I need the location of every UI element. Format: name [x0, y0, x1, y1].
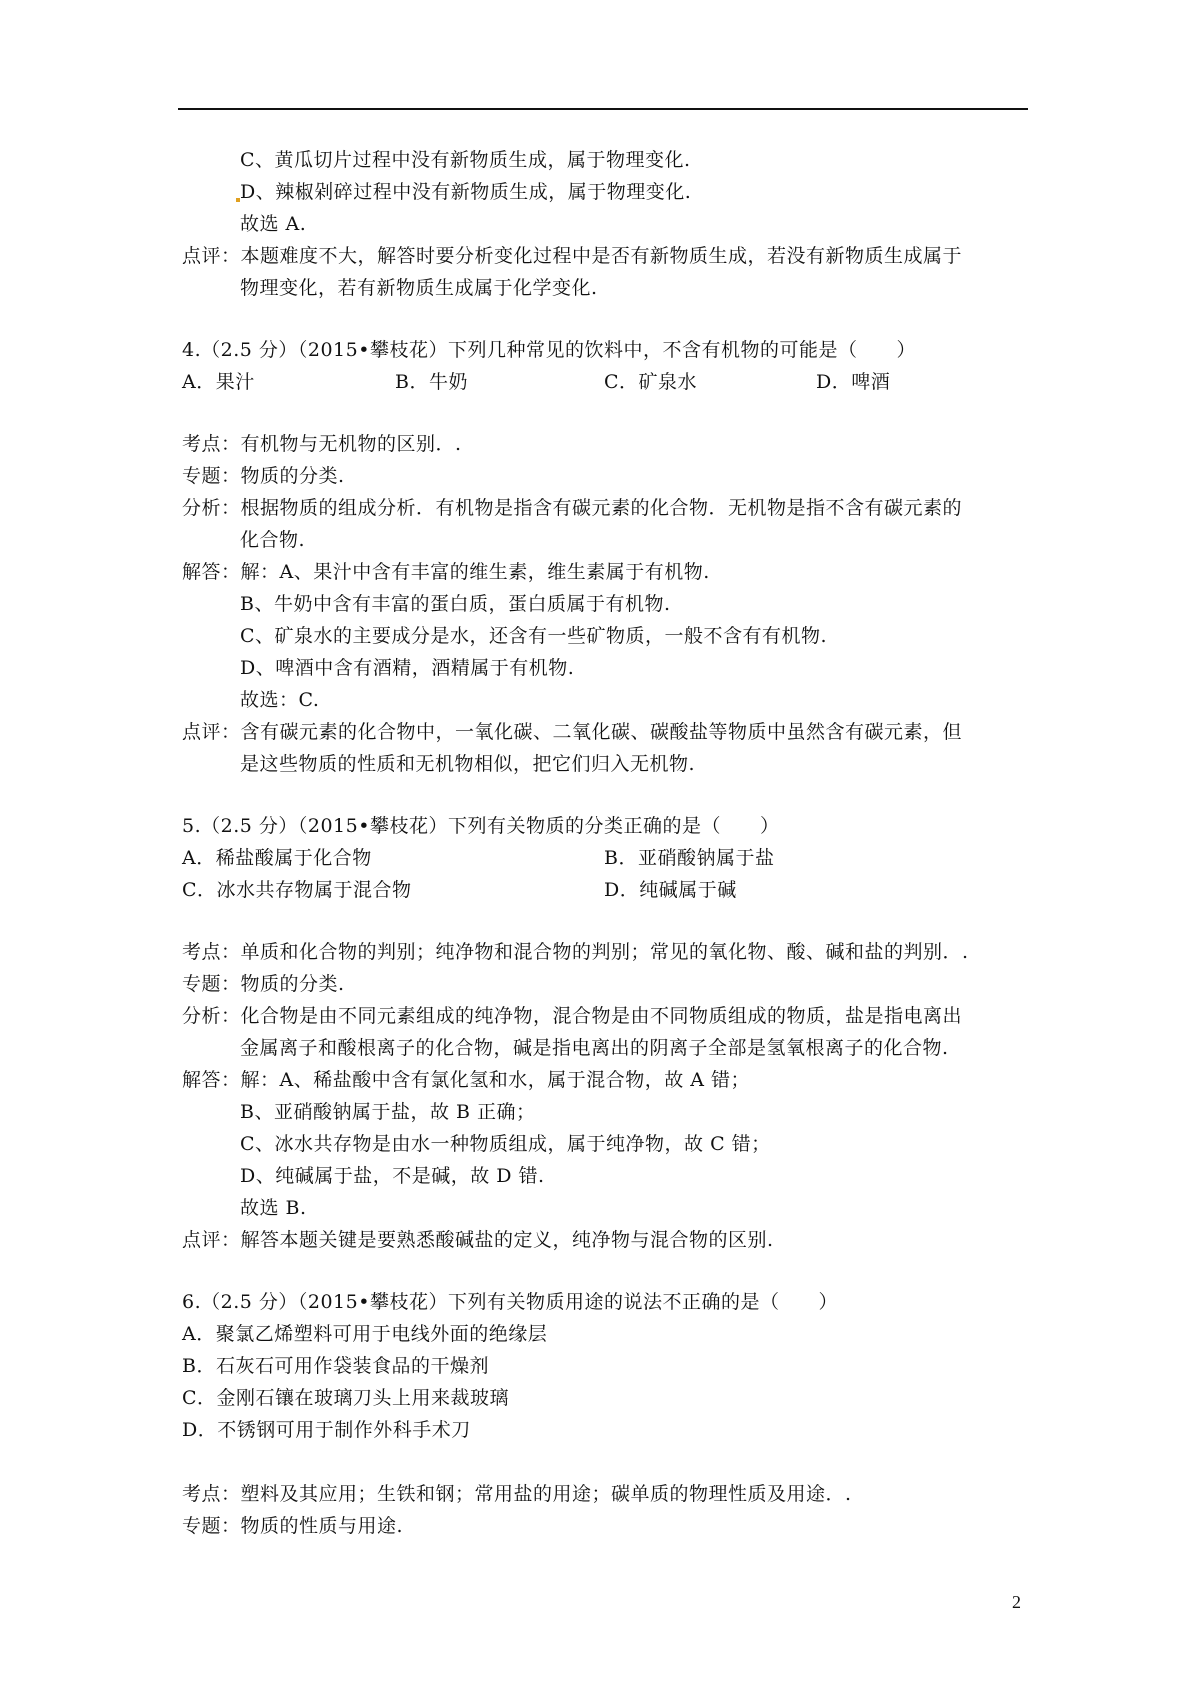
question-6: 6.（2.5 分）（2015•攀枝花）下列有关物质用途的说法不正确的是（ ）: [182, 1291, 838, 1313]
q4-option-d: D．啤酒: [816, 371, 891, 393]
q4-solution-5: 故选：C.: [240, 689, 320, 711]
comment-line-1: 点评：本题难度不大，解答时要分析变化过程中是否有新物质生成，若没有新物质生成属于: [182, 245, 963, 267]
q4-knowledge-point: 考点：有机物与无机物的区别．.: [182, 433, 462, 455]
question-4: 4.（2.5 分）（2015•攀枝花）下列几种常见的饮料中，不含有机物的可能是（ ）: [182, 339, 916, 361]
q4-option-a: A．果汁: [182, 371, 255, 393]
q5-solution-2: B、亚硝酸钠属于盐，故 B 正确；: [240, 1101, 536, 1123]
q4-solution-4: D、啤酒中含有酒精，酒精属于有机物.: [240, 657, 575, 679]
q4-comment-1: 点评：含有碳元素的化合物中，一氧化碳、二氧化碳、碳酸盐等物质中虽然含有碳元素，但: [182, 721, 963, 743]
q5-analysis-1: 分析：化合物是由不同元素组成的纯净物，混合物是由不同物质组成的物质，盐是指电离出: [182, 1005, 963, 1027]
q4-option-b: B．牛奶: [395, 371, 468, 393]
question-5: 5.（2.5 分）（2015•攀枝花）下列有关物质的分类正确的是（ ）: [182, 815, 780, 837]
q5-solution-5: 故选 B.: [240, 1197, 307, 1219]
q4-solution-3: C、矿泉水的主要成分是水，还含有一些矿物质，一般不含有有机物.: [240, 625, 828, 647]
q4-topic: 专题：物质的分类.: [182, 465, 345, 487]
q5-comment-1: 点评：解答本题关键是要熟悉酸碱盐的定义，纯净物与混合物的区别.: [182, 1229, 774, 1251]
q6-knowledge-point: 考点：塑料及其应用；生铁和钢；常用盐的用途；碳单质的物理性质及用途．.: [182, 1483, 852, 1505]
q6-option-c: C．金刚石镶在玻璃刀头上用来裁玻璃: [182, 1387, 510, 1409]
q6-option-b: B．石灰石可用作袋装食品的干燥剂: [182, 1355, 489, 1377]
header-rule: [178, 108, 1028, 110]
answer-choice: 故选 A.: [240, 213, 307, 235]
q4-option-c: C．矿泉水: [604, 371, 698, 393]
q4-analysis-2: 化合物.: [240, 529, 306, 551]
q5-knowledge-point: 考点：单质和化合物的判别；纯净物和混合物的判别；常见的氧化物、酸、碱和盐的判别．.: [182, 941, 969, 963]
q6-option-a: A．聚氯乙烯塑料可用于电线外面的绝缘层: [182, 1323, 548, 1345]
comment-line-2: 物理变化，若有新物质生成属于化学变化.: [240, 277, 598, 299]
q6-option-d: D．不锈钢可用于制作外科手术刀: [182, 1419, 471, 1441]
q5-solution-4: D、纯碱属于盐，不是碱，故 D 错.: [240, 1165, 545, 1187]
q4-solution-2: B、牛奶中含有丰富的蛋白质，蛋白质属于有机物.: [240, 593, 671, 615]
q4-solution-1: 解答：解：A、果汁中含有丰富的维生素，维生素属于有机物.: [182, 561, 710, 583]
q5-option-b: B．亚硝酸钠属于盐: [604, 847, 775, 869]
q5-option-c: C．冰水共存物属于混合物: [182, 879, 412, 901]
q6-topic: 专题：物质的性质与用途.: [182, 1515, 404, 1537]
q5-option-a: A．稀盐酸属于化合物: [182, 847, 372, 869]
page-number: 2: [1012, 1592, 1021, 1612]
answer-line-c: C、黄瓜切片过程中没有新物质生成，属于物理变化.: [240, 149, 691, 171]
q4-comment-2: 是这些物质的性质和无机物相似，把它们归入无机物.: [240, 753, 696, 775]
answer-line-d: D、辣椒剁碎过程中没有新物质生成，属于物理变化.: [240, 181, 692, 203]
q4-analysis-1: 分析：根据物质的组成分析．有机物是指含有碳元素的化合物．无机物是指不含有碳元素的: [182, 497, 963, 519]
q5-solution-3: C、冰水共存物是由水一种物质组成，属于纯净物，故 C 错；: [240, 1133, 771, 1155]
q5-option-d: D．纯碱属于碱: [604, 879, 737, 901]
q5-analysis-2: 金属离子和酸根离子的化合物，碱是指电离出的阴离子全部是氢氧根离子的化合物.: [240, 1037, 949, 1059]
q5-topic: 专题：物质的分类.: [182, 973, 345, 995]
q5-solution-1: 解答：解：A、稀盐酸中含有氯化氢和水，属于混合物，故 A 错；: [182, 1069, 751, 1091]
